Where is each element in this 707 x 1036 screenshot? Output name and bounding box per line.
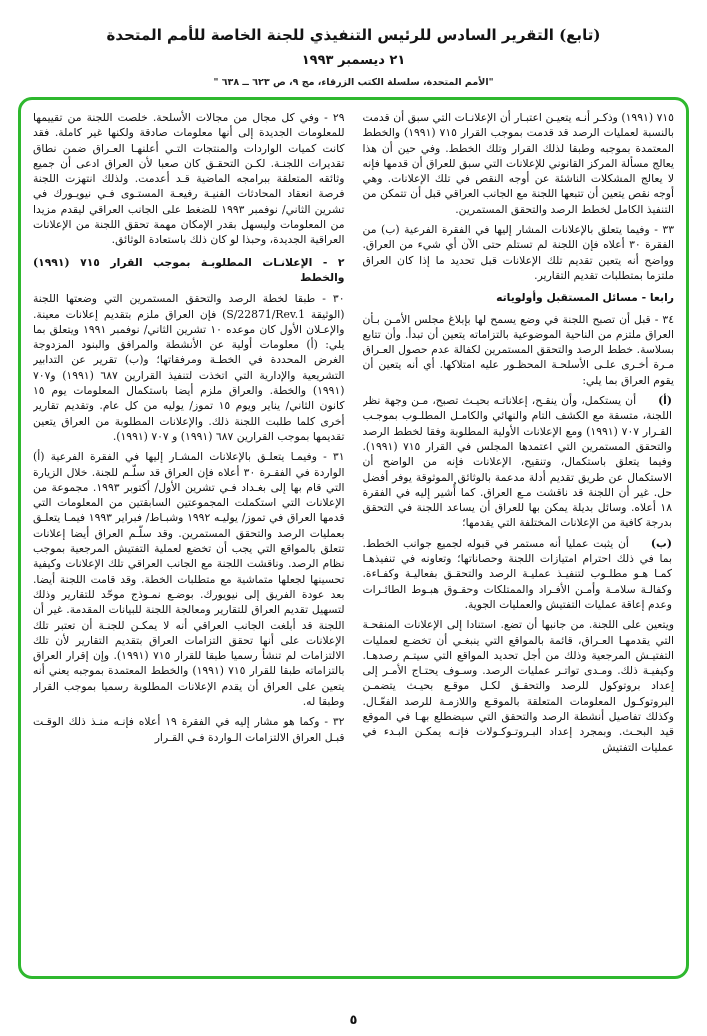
paragraph-30: ٣٠ - طبقا لخطة الرصد والتحقق المستمرين التي وضعتها اللجنة (الوثيقة S/22871/Rev.1) فإن العراق ملزم بتقديم إعلانات معينة. والإعـلان الأول كان موعده ١٠ تشرين الثاني/ نوفمبر ١٩٩١ ويتعلق بما يلي: (أ) معلومات أولية عن الأنشطة والمرافق والبنود المزدوجة الغرض المحددة في الخطـة ومرفقاتها؛ و(ب) تقرير عن التدابير التشريعية والإدارية التي اتخذت لتنفيذ القرارين ٦٨٧ (١٩٩١) و٧٠٧ (١٩٩١) والخطة. والعراق ملزم أيضا باستكمال المعلومات يوم ١٥ كانون الثاني/ يناير ويوم ١٥ تموز/ يوليه من كل عام. وتقديم تقارير أخرى كلما طلبت اللجنة ذلك. والإعلانات المطلوبة من العراق يتعين تقديمها بموجب القرارين ٦٨٧ (١٩٩١) و ٧٠٧ (١٩٩١). — [33, 292, 345, 443]
column-right — [363, 110, 675, 968]
list-item-a — [363, 393, 675, 531]
paragraph-continuation: ٧١٥ (١٩٩١) وذكـر أنـه يتعيـن اعتبـار أن الإعلانـات التي سبق أن قدمت بالنسبة لعمليات الرصد قد قدمت بموجب القرار ٧١٥ (١٩٩١) والخطط المعتمدة بموجبه وطبقا لذلك القرار وتلك الخطط. وفي حين أن هذا يعالج مسألة المركز القانوني للإعلانات التي سبق للعراق أن قدمها فإنه لا يعالج المشكلات الناشئة عن أوجه النقص في تلك الإعلانات. وهي أوجه نقص يتعين أن تتبعها اللجنة مع الجانب العراقي قبل أن تتمكن من التنفيذ الكامل لخطط الرصد والتحقق المستمرين. — [362, 111, 674, 216]
document-header — [12, 26, 695, 88]
two-column-layout — [33, 110, 674, 968]
list-item-b — [363, 536, 675, 612]
column-left — [33, 110, 345, 968]
list-item-b-text: أن يثبت عمليا أنه مستمر في قبوله لجميع جوانب الخطط. بما في ذلك احترام امتيازات اللجنة وحصاناتها؛ وتعاونه في تنفيذهـا كمـا هـو مطلـوب لتنفيـذ عمليـة الرصد والتحقـق بفعاليـة وكفـاءة. وكفالـة سلامـة وأمـن الأفـراد والممتلكات وحقـوق هبـوط الطائـرات وعدم إعاقة عمليات التفتيش والعمليات الجوية. — [362, 536, 672, 611]
paragraph-29: ٢٩ - وفي كل مجال من مجالات الأسلحة. خلصت اللجنة من تقييمها للمعلومات الجديدة إلى أنها معلومات صادقة ولكنها غير كاملة. فقد كانت كميات الواردات والمنتجات التـي أعلنهـا العـراق ضمن نطاق تقديرات اللجنـة. لكـن التحقـق كان صعبا لأن العراق ادعى أن جميع وثائقه المتعلقة ببرامجه الماضية قـد أعدمت. ولذلك انتهزت اللجنة فرصة انعقاد المحادثات الفنيـة رفيعـة المستـوى فـي نيويـورك في تشرين الثاني/ نوفمبر ١٩٩٣ للضغط على الجانب العراقي ليقدم مزيدا من المعلومات وليسهل بقدر الإمكان مهمة تحقق اللجنة من الإعلانات العراقية الجديدة، وحبذا لو كان ذلك باستعادة الوثائق. — [33, 111, 345, 247]
paragraph-31: ٣١ - وفيمـا يتعلـق بالإعلانات المشـار إليها في الفقرة الفرعية (أ) الواردة في الفقـرة ٣٠ أعلاه فإن العراق قد سلّـم للجنة. خلال الزيارة التي قام بها إلى بغـداد فـي تشرين الأول/ أكتوبر ١٩٩٣. مجموعة من الإعلانات التي استكملت المجموعتين السابقتين من المعلومات التي قدمها العراق في تموز/ يوليـه ١٩٩٢ وشبـاط/ فبراير ١٩٩٣ فيمـا يتعلـق بعمليات الرصد والتحقق المستمرين. وقد سلّـم العراق أيضا إعلانات تتعلق بالمواقع التي يجب أن تخضع لعملية التفتيش المرجعية بموجب نظام الرصد. وناقشت اللجنة مع الجانب العراقي تلك الإعلانات وكيفية تحسينها لجعلها متماشية مع متطلبات الخطة. وقد قامت اللجنة أيضا. بعد عودة الفريق إلى نيويورك. بوضـع نمـوذج موحّد للتقارير وذلك لتسهيل تقديم العراق للتقارير ومعالجة اللجنة للبيانات المقدمة. غير أن اللجنة قد أبلغت الجانب العراقي أنه لا يمكـن للجنـة أن تعتبر تلك الإعلانات على أنها تحقق التزامات العراق بتقديم التقارير لأن تلك الالتزامات لم تنشأ رسميا طبقا للقرار ٧١٥ (١٩٩١). وإن إقرار العراق بالتزاماته طبقا للقرار ٧١٥ (١٩٩١) والخطط المعتمدة بموجبه يعني أنه يتعين على العراق أن يقدم الإعلانات المطلوبة رسميا بموجب القرار وطبقا له. — [33, 450, 345, 708]
page-number: ٥ — [349, 1013, 358, 1028]
list-item-a-text: أن يستكمل، وأن ينقـح، إعلاناتـه بحيـث تصبح، مـن وجهة نظر اللجنة، متسقة مع الكشف التام والنهائي والكامـل المطلـوب بموجـب القـرار ٧٠٧ (١٩٩١) ومع الإعلانات الأولية المطلوبة وفقا لخطط الرصد والتحقق المستمرين التي اعتمدها المجلس في القرار ٧١٥ (١٩٩١). وفيما يتعلق باستكمال، وتنقيح، الإعلانات فإنه من الواضح أن الاستكمال عن طريق تقديم أدلة مدعمة بالوثائق الموثوقة يوفر أفضل حل. غير أن اللجنة قد ناقشت مـع العراق. كما أُشير إليه في الفقرة ١٨ أعلاه. وسائل بديلة يمكن بها للعراق أن يساعد اللجنة في التحقق بدرجة كافية من الإعلانات المختلفة التي يقدمها؛ — [362, 394, 672, 530]
paragraph-32: ٣٢ - وكما هو مشار إليه في الفقرة ١٩ أعلاه فإنـه منـذ ذلك الوقـت قبـل العراق الالتزامات الـواردة فـي القـرار — [33, 715, 345, 744]
source-citation: "الأمم المتحدة، سلسلة الكتب الزرقاء، مج ٩، ص ٦٢٣ ــ ٦٣٨ " — [213, 77, 494, 88]
document-date: ٢١ ديسمبر ١٩٩٣ — [301, 53, 406, 68]
section-heading-four: رابعا - مسائل المستقبل وأولوياته — [496, 291, 674, 305]
paragraph-commission-duties: ويتعين على اللجنة. من جانبها أن تضع. استنادا إلى الإعلانات المنقحـة التي يقدمهـا العـراق، قائمة بالمواقع التي ينبغـي أن تخضـع لعمليات التفتيـش المرجعية وذلك من أجل تحديد المواقع التي سيتـم رصدهـا. وكيفيـة ذلك. ومـدى تواتـر عمليات الرصد. وسـوف يحتـاج الأمـر إلى إعداد بروتوكول للرصد والتحقـق لكـل موقـع بحيـث يتضمـن البروتوكـول المعلومات المتعلقة بالموقـع واللازمـة للرصد الفعّـال. وكذلك تفاصيل أنشطة الرصد والتحقق التي سيضطلع بهـا في الموقع قيد البحـث. وبمجرد إعداد البـروتـوكـولات فإنـه يمكـن البـدء في عمليات التفتيش — [362, 618, 674, 754]
paragraph-33: ٣٣ - وفيما يتعلق بالإعلانات المشار إليها في الفقرة الفرعية (ب) من الفقرة ٣٠ أعلاه فإن اللجنة لم تستلم حتى الآن أي شيء من العراق. وواضح أنه يتعين تقديم تلك الإعلانات قبل تحديد ما إذا كان العراق ملتزما بمتطلبات تقديم التقارير. — [362, 223, 674, 282]
list-marker-b: (ب) — [650, 536, 672, 550]
section-heading-declarations: ٢ - الإعلانـات المطلوبـة بموجب القرار ٧١٥ (١٩٩١) والخطط — [33, 255, 345, 284]
list-marker-a: (أ) — [658, 394, 672, 408]
paragraph-34: ٣٤ - قبل أن تصبح اللجنة في وضع يسمح لها بإبلاغ مجلس الأمـن بـأن العراق ملتزم من الناحية الموضوعية بالتزاماته يتعين أن تبدأ. وأن تتابع بسلاسة. خطط الرصد والتحقق المستمرين لكفالة عدم حصول العـراق مـرة أخـرى علـى الأسلحـة المحظـور عليه امتلاكها. أي أنه يتعين أن يقوم العراق بما يلي: — [362, 312, 674, 387]
content-border-box — [18, 97, 689, 979]
document-title: (تابع) التقرير السادس للرئيس التنفيذي للجنة الخاصة للأمم المتحدة — [106, 26, 601, 44]
